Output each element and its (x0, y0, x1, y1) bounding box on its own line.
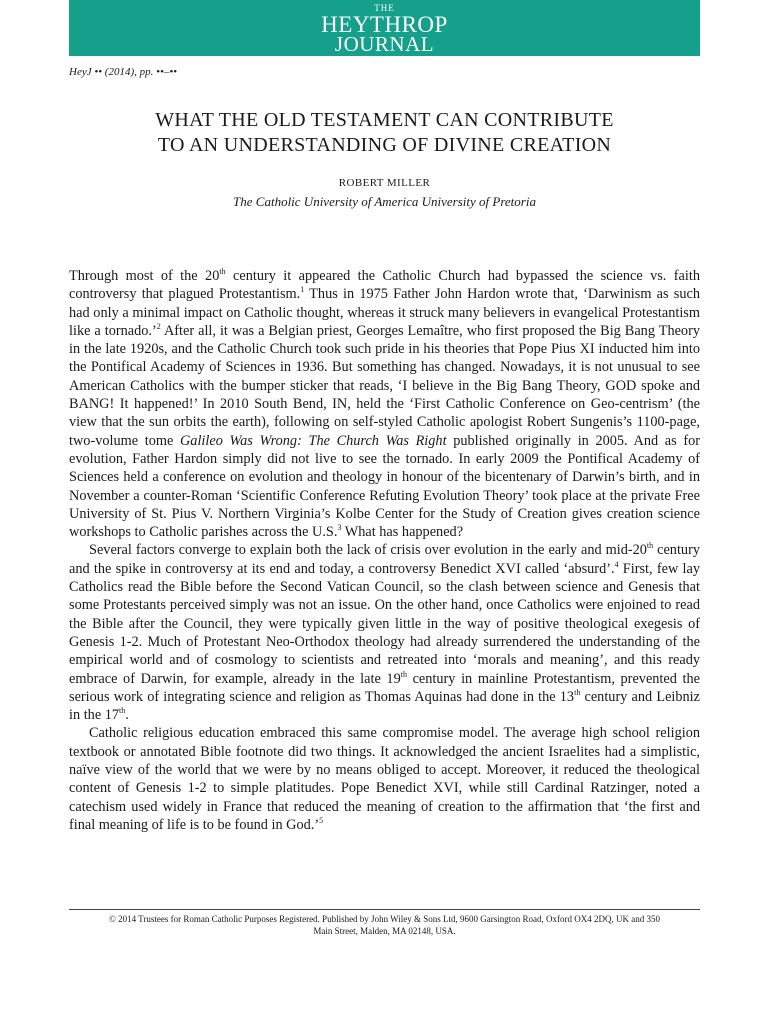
footer-line-1: © 2014 Trustees for Roman Catholic Purposes Registered. Published by John Wiley & Sons Ltd, 9600 Garsington Road, Oxford OX4 2DQ, UK and 350 (108, 914, 661, 924)
footnote-ref-1[interactable]: 1 (300, 285, 305, 295)
logo-the: THE (374, 3, 395, 13)
footnote-ref-5[interactable]: 5 (319, 816, 324, 826)
text-span: century it appeared the Catholic Church had bypassed the science vs. faith controversy that plagued Protestantism. (69, 268, 700, 303)
footnote-ref-3[interactable]: 3 (337, 523, 342, 533)
text-span: After all, it was a Belgian priest, Georges Lemaître, who first proposed the Big Bang Theory in the late 1920s, and the Catholic Church took such pride in his theories that Pope Pius XI inducted him into the Pontifical Academy of Sciences in 1936. But something has changed. Nowadays, it is not unusual to see American Catholics with the bumper sticker that reads, ‘I believe in the Big Bang Theory, GOD spoke and BANG! It happened!’ In 2010 South Bend, IN, held the ‘First Catholic Conference on Geo-centrism’ (the view that the sun orbits the earth), following on self-styled Catholic apologist Robert Sungenis’s 1100-page, two-volume tome (69, 322, 700, 449)
citation-line: HeyJ •• (2014), pp. ••–•• (69, 66, 178, 78)
superscript-th: th (119, 706, 126, 716)
footnote-ref-2[interactable]: 2 (156, 322, 161, 332)
superscript-th: th (400, 669, 407, 679)
footer-line-2: Main Street, Malden, MA 02148, USA. (313, 926, 456, 936)
article-body (69, 267, 700, 834)
text-span: Through most of the 20 (69, 268, 220, 284)
text-span: . (125, 707, 129, 724)
journal-banner (69, 0, 700, 56)
text-span: What has happened? (341, 524, 464, 541)
book-title: Galileo Was Wrong: The Church Was Right (179, 432, 447, 449)
text-span: century and Leibniz in the 17 (69, 688, 700, 724)
paragraph-3 (69, 724, 700, 834)
text-span: Catholic religious education embraced this same compromise model. The average high school religion textbook or annotated Bible footnote did two things. It acknowledged the ancient Israelites had a simplistic, naïve view of the world that we were by no means obliged to accept. Moreover, it reduced the theological content of Genesis 1-2 to simple platitudes. Pope Benedict XVI, while still Cardinal Ratzinger, noted a catechism used widely in France that reduced the meaning of creation to the affirmation that ‘the first and final meaning of life is to be found in God.’ (69, 725, 700, 833)
logo-journal: JOURNAL (334, 32, 435, 56)
article-title (69, 108, 700, 158)
journal-logo (69, 0, 700, 55)
author-name: ROBERT MILLER (338, 177, 431, 189)
text-span: published originally in 2005. And as for evolution, Father Hardon simply did not live to see the tornado. In early 2009 the Pontifical Academy of Sciences held a conference on evolution and theology in honour of the bicentenary of Darwin’s birth, and in November a counter-Roman ‘Scientific Conference Refuting Evolution Theory’ took place at the private Free University of St. Pius V. Northern Virginia’s Kolbe Center for the Study of Creation gives creation science workshops to Catholic parishes across the U.S. (69, 432, 700, 541)
superscript-th: th (646, 541, 654, 551)
superscript-th: th (574, 688, 581, 698)
superscript-th: th (219, 267, 226, 277)
text-span: Several factors converge to explain both the lack of crisis over evolution in the early and mid-20 (89, 542, 647, 559)
text-span: Thus in 1975 Father John Hardon wrote that, ‘Darwinism as such had only a minimal impact on Catholic thought, whereas it struck many believers in evangelical Protestantism like a tornado.’ (69, 286, 700, 339)
copyright-footer (69, 913, 700, 937)
paragraph-1 (69, 267, 700, 541)
text-span: century and the spike in controversy at its end and today, a controversy Benedict XVI called ‘absurd’. (69, 542, 700, 577)
footer-divider (69, 909, 700, 910)
footnote-ref-4[interactable]: 4 (614, 559, 619, 569)
text-span: century in mainline Protestantism, prevented the serious work of integrating science and religion as Thomas Aquinas had done in the 13 (69, 670, 700, 705)
author-affiliation: The Catholic University of America University of Pretoria (233, 194, 536, 209)
text-span: First, few lay Catholics read the Bible before the Second Vatican Council, so the clash between science and Genesis that some Protestants perceived simply was not an issue. On the other hand, once Catholics were enjoined to read the Bible after the Council, they were typically given little in the way of positive theological exegesis of Genesis 1-2. Much of Protestant Neo-Orthodox theology had already surrendered the understanding of the empirical world and of cosmology to scientists and retreated into ‘morals and meaning’, and this ready embrace of Darwin, for example, already in the late 19 (69, 560, 701, 687)
paragraph-2 (69, 541, 700, 724)
title-line-1: WHAT THE OLD TESTAMENT CAN CONTRIBUTE (155, 109, 614, 131)
logo-heythrop: HEYTHROP (321, 12, 448, 37)
title-line-2: TO AN UNDERSTANDING OF DIVINE CREATION (157, 134, 612, 156)
